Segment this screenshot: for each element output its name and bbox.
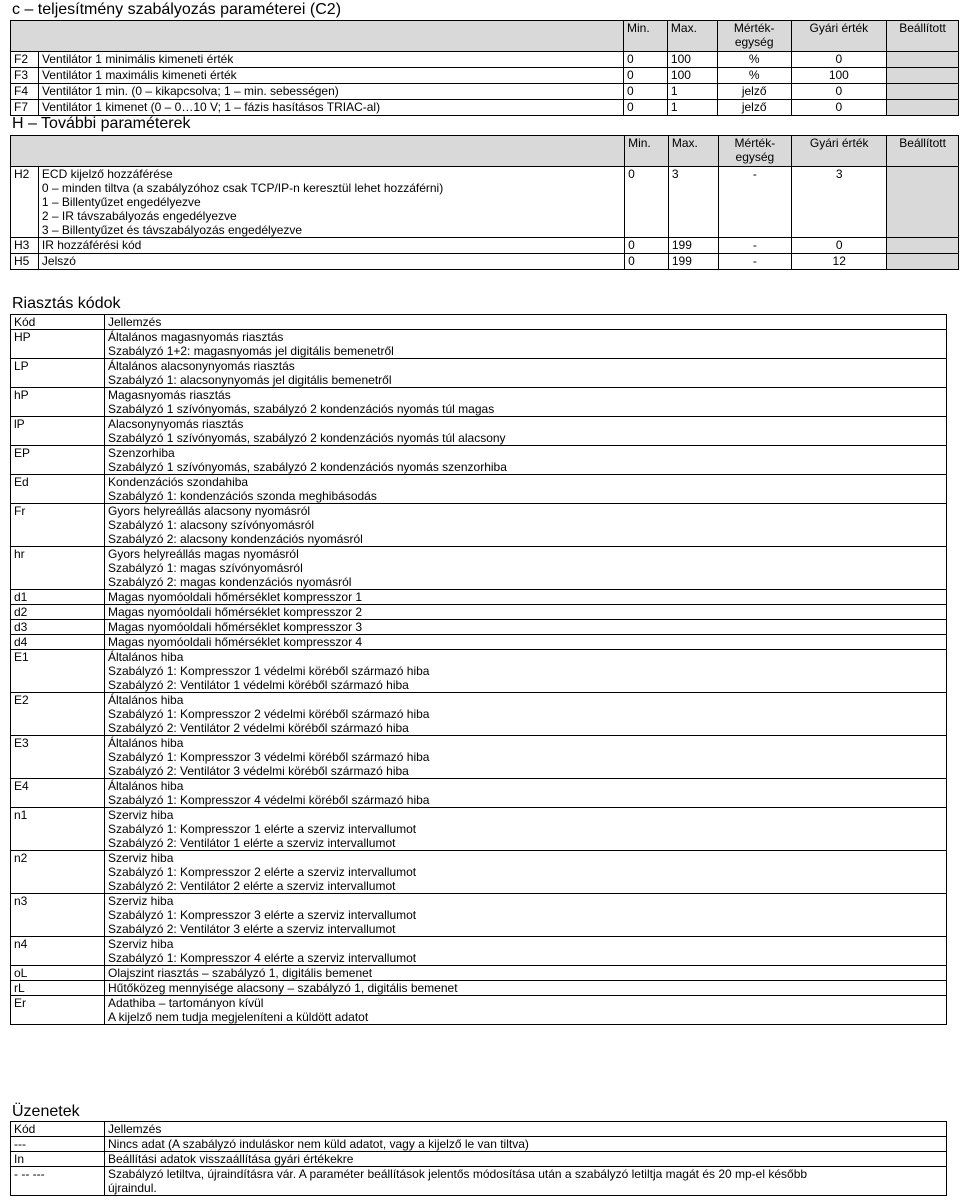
code-value: d1 [11,590,105,605]
param-max: 100 [667,52,717,68]
code-value: Er [11,996,105,1025]
code-description-line: Szerviz hiba [108,808,174,822]
param-row [11,68,959,84]
code-value: n4 [11,937,105,966]
code-description-line: Általános hiba [108,736,184,750]
code-row [11,446,947,475]
code-row [11,359,947,388]
code-description-line: Nincs adat (A szabályzó induláskor nem küld adatot, vagy a kijelző le van tiltva) [108,1137,529,1151]
code-row [11,388,947,417]
code-description-line: A kijelző nem tudja megjeleníteni a küldött adatot [108,1010,369,1024]
code-description-line: Általános hiba [108,650,184,664]
param-factory-value: 0 [792,238,887,254]
code-description-line: Szabályzó 2: Ventilátor 2 védelmi köréből származó hiba [108,721,409,735]
code-description-line: Magas nyomóoldali hőmérséklet kompresszor 2 [108,605,363,619]
header-desc: Jellemzés [105,315,947,330]
param-min: 0 [625,238,669,254]
section-h-table [10,135,959,270]
code-description-line: Szabályzó 1: Kompresszor 1 védelmi köréből származó hiba [108,664,430,678]
code-description [105,808,947,851]
param-unit: - [718,167,792,238]
code-description [105,446,947,475]
code-row [11,693,947,736]
code-value: EP [11,446,105,475]
code-description-line: Szabályzó 2: Ventilátor 2 elérte a szerviz intervallumot [108,879,396,893]
code-description-line: Szabályzó 1: magas szívónyomásról [108,561,303,575]
param-description [38,167,624,238]
param-min: 0 [625,167,669,238]
param-setting [887,167,959,238]
param-unit: jelző [717,84,791,100]
param-description: Jelszó [38,254,624,270]
messages-table [10,1121,947,1196]
code-row [11,330,947,359]
code-value: E3 [11,736,105,779]
param-min: 0 [624,52,668,68]
code-description-line: Szabályzó 2: Ventilátor 3 elérte a szerviz intervallumot [108,922,396,936]
header-desc: Jellemzés [105,1122,947,1137]
code-description [105,475,947,504]
alarms-table [10,314,947,1025]
alarms-title: Riasztás kódok [12,295,121,312]
code-description [105,547,947,590]
param-description-line: 0 – minden tiltva (a szabályzóhoz csak TCP/IP-n keresztül lehet hozzáférni) [41,181,444,195]
param-code: H3 [11,238,39,254]
code-value: E4 [11,779,105,808]
header-min: Min. [624,21,668,52]
code-description-line: Szabályzó 1: Kompresszor 2 elérte a szerviz intervallumot [108,865,417,879]
param-factory-value: 3 [792,167,887,238]
header-unit: Mérték-egység [718,136,792,167]
param-setting [887,52,959,68]
messages-header-row [11,1122,947,1137]
code-description [105,1137,947,1152]
code-description-line: Szerviz hiba [108,851,174,865]
code-description [105,620,947,635]
code-row [11,475,947,504]
param-row [11,167,959,238]
code-description-line: Szabályzó 1 szívónyomás, szabályzó 2 kondenzációs nyomás túl magas [108,402,495,416]
param-code: F7 [11,100,39,116]
code-value: d2 [11,605,105,620]
header-factory: Gyári érték [791,21,887,52]
param-description: Ventilátor 1 kimenet (0 – 0…10 V; 1 – fázis hasításos TRIAC-al) [38,100,623,116]
code-description-line: Alacsonynyomás riasztás [108,417,244,431]
code-row [11,1167,947,1196]
param-max: 199 [668,254,718,270]
param-code: H2 [11,167,39,238]
code-row [11,620,947,635]
alarms-header-row [11,315,947,330]
code-description [105,504,947,547]
code-value: E1 [11,650,105,693]
param-row [11,52,959,68]
param-row [11,100,959,116]
header-code: Kód [11,1122,105,1137]
code-description-line: Szabályzó 1: Kompresszor 3 védelmi köréből származó hiba [108,750,430,764]
header-setting: Beállított [887,136,959,167]
code-description-line: Szabályzó 1+2: magasnyomás jel digitális bemenetről [108,344,394,358]
code-row [11,779,947,808]
param-unit: - [718,238,792,254]
code-description-line: Magas nyomóoldali hőmérséklet kompresszor 3 [108,620,363,634]
param-description-line: 3 – Billentyűzet és távszabályozás engedélyezve [41,223,303,237]
section-c-table [10,20,959,116]
param-max: 3 [668,167,718,238]
param-max: 100 [667,68,717,84]
code-description-line: Kondenzációs szondahiba [108,475,249,489]
code-description [105,1167,947,1196]
param-description: IR hozzáférési kód [38,238,624,254]
header-factory: Gyári érték [792,136,887,167]
code-description [105,851,947,894]
param-row [11,238,959,254]
code-value: lP [11,417,105,446]
param-setting [887,100,959,116]
code-description [105,388,947,417]
code-value: d3 [11,620,105,635]
param-description: Ventilátor 1 min. (0 – kikapcsolva; 1 – min. sebességen) [38,84,623,100]
code-value: - -- --- [11,1167,105,1196]
code-row [11,937,947,966]
code-description-line: Szabályzó 1: Kompresszor 3 elérte a szerviz intervallumot [108,908,417,922]
code-row [11,590,947,605]
param-max: 199 [668,238,718,254]
param-unit: jelző [717,100,791,116]
code-description-line: Szabályzó 2: Ventilátor 3 védelmi köréből származó hiba [108,764,409,778]
param-factory-value: 0 [791,100,887,116]
param-description: Ventilátor 1 minimális kimeneti érték [38,52,623,68]
param-description-line: ECD kijelző hozzáférése [41,167,173,181]
code-description-line: Gyors helyreállás magas nyomásról [108,547,299,561]
code-description [105,937,947,966]
code-description-line: Általános alacsonynyomás riasztás [108,359,295,373]
code-description-line: Szabályzó 1: Kompresszor 4 védelmi köréből származó hiba [108,793,430,807]
code-description [105,981,947,996]
code-value: HP [11,330,105,359]
param-code: F2 [11,52,39,68]
code-row [11,1152,947,1167]
param-max: 1 [667,100,717,116]
code-description-line: Beállítási adatok visszaállítása gyári értékekre [108,1152,354,1166]
code-value: LP [11,359,105,388]
param-code: F4 [11,84,39,100]
code-description-line: Általános hiba [108,693,184,707]
code-description-line: Általános magasnyomás riasztás [108,330,284,344]
param-factory-value: 0 [791,52,887,68]
param-description: Ventilátor 1 maximális kimeneti érték [38,68,623,84]
code-description-line: Szabályzó letiltva, újraindításra vár. A paraméter beállítások jelentős módosítása után a szabályzó letiltja magát és 20 mp-el később [108,1167,808,1181]
code-description-line: Szabályzó 2: alacsony kondenzációs nyomásról [108,532,363,546]
param-row [11,254,959,270]
param-min: 0 [624,68,668,84]
param-unit: % [717,52,791,68]
code-description-line: Gyors helyreállás alacsony nyomásról [108,504,311,518]
code-value: d4 [11,635,105,650]
code-row [11,1137,947,1152]
param-max: 1 [667,84,717,100]
header-max: Max. [667,21,717,52]
code-row [11,894,947,937]
param-unit: - [718,254,792,270]
code-description-line: Szabályzó 2: magas kondenzációs nyomásról [108,575,352,589]
param-min: 0 [625,254,669,270]
code-value: n1 [11,808,105,851]
code-description [105,996,947,1025]
param-factory-value: 12 [792,254,887,270]
code-description-line: Magas nyomóoldali hőmérséklet kompresszor 4 [108,635,363,649]
code-row [11,635,947,650]
param-code: F3 [11,68,39,84]
param-factory-value: 100 [791,68,887,84]
code-description-line: Hűtőközeg mennyisége alacsony – szabályzó 1, digitális bemenet [108,981,458,995]
code-row [11,808,947,851]
header-unit: Mérték-egység [717,21,791,52]
param-min: 0 [624,84,668,100]
code-value: n2 [11,851,105,894]
code-description [105,693,947,736]
code-value: Fr [11,504,105,547]
code-value: n3 [11,894,105,937]
code-value: In [11,1152,105,1167]
header-code: Kód [11,315,105,330]
param-setting [887,238,959,254]
param-unit: % [717,68,791,84]
code-row [11,650,947,693]
code-value: Ed [11,475,105,504]
code-description [105,590,947,605]
code-description [105,650,947,693]
code-value: hP [11,388,105,417]
code-row [11,996,947,1025]
code-description-line: Szabályzó 2: Ventilátor 1 elérte a szerviz intervallumot [108,836,396,850]
code-row [11,851,947,894]
param-description-line: 1 – Billentyűzet engedélyezve [41,195,201,209]
code-row [11,966,947,981]
code-description-line: Szabályzó 1: alacsonynyomás jel digitális bemenetről [108,373,392,387]
section-h-title: H – További paraméterek [12,115,191,132]
code-row [11,736,947,779]
code-description-line: Szabályzó 1: kondenzációs szonda meghibásodás [108,489,377,503]
code-description-line: Szabályzó 1: Kompresszor 2 védelmi köréből származó hiba [108,707,430,721]
header-max: Max. [668,136,718,167]
code-value: rL [11,981,105,996]
code-description-line: Magasnyomás riasztás [108,388,231,402]
code-description-line: Szabályzó 1: Kompresszor 4 elérte a szerviz intervallumot [108,951,417,965]
code-description-line: Szabályzó 1 szívónyomás, szabályzó 2 kondenzációs nyomás túl alacsony [108,431,506,445]
param-min: 0 [624,100,668,116]
section-c-title: c – teljesítmény szabályozás paraméterei (C2) [12,1,342,18]
code-description [105,779,947,808]
code-description-line: Adathiba – tartományon kívül [108,996,264,1010]
param-setting [887,68,959,84]
param-description-line: 2 – IR távszabályozás engedélyezve [41,209,237,223]
code-description [105,417,947,446]
code-description [105,1152,947,1167]
section-c-header-row [11,21,959,52]
messages-title: Üzenetek [12,1103,80,1120]
code-description-line: Szabályzó 1: alacsony szívónyomásról [108,518,315,532]
code-description-line: Általános hiba [108,779,184,793]
section-h-header-row [11,136,959,167]
code-description-line: Szerviz hiba [108,937,174,951]
code-description-line: Szabályzó 1: Kompresszor 1 elérte a szerviz intervallumot [108,822,417,836]
code-description [105,605,947,620]
code-description-line: Olajszint riasztás – szabályzó 1, digitális bemenet [108,966,373,980]
code-value: hr [11,547,105,590]
param-setting [887,84,959,100]
code-row [11,981,947,996]
code-value: oL [11,966,105,981]
header-setting: Beállított [887,21,959,52]
param-factory-value: 0 [791,84,887,100]
code-description-line: Szerviz hiba [108,894,174,908]
code-description-line: Szabályzó 2: Ventilátor 1 védelmi köréből származó hiba [108,678,409,692]
header-min: Min. [625,136,669,167]
code-row [11,547,947,590]
code-description [105,635,947,650]
code-row [11,417,947,446]
code-description [105,330,947,359]
code-row [11,504,947,547]
code-description-line: Magas nyomóoldali hőmérséklet kompresszor 1 [108,590,363,604]
code-description [105,359,947,388]
code-description [105,966,947,981]
code-description [105,894,947,937]
code-description-line: Szenzorhiba [108,446,175,460]
code-description-line: újraindul. [108,1181,157,1195]
code-row [11,605,947,620]
code-description-line: Szabályzó 1 szívónyomás, szabályzó 2 kondenzációs nyomás szenzorhiba [108,460,507,474]
param-row [11,84,959,100]
code-description [105,736,947,779]
param-code: H5 [11,254,39,270]
param-setting [887,254,959,270]
code-value: --- [11,1137,105,1152]
code-value: E2 [11,693,105,736]
